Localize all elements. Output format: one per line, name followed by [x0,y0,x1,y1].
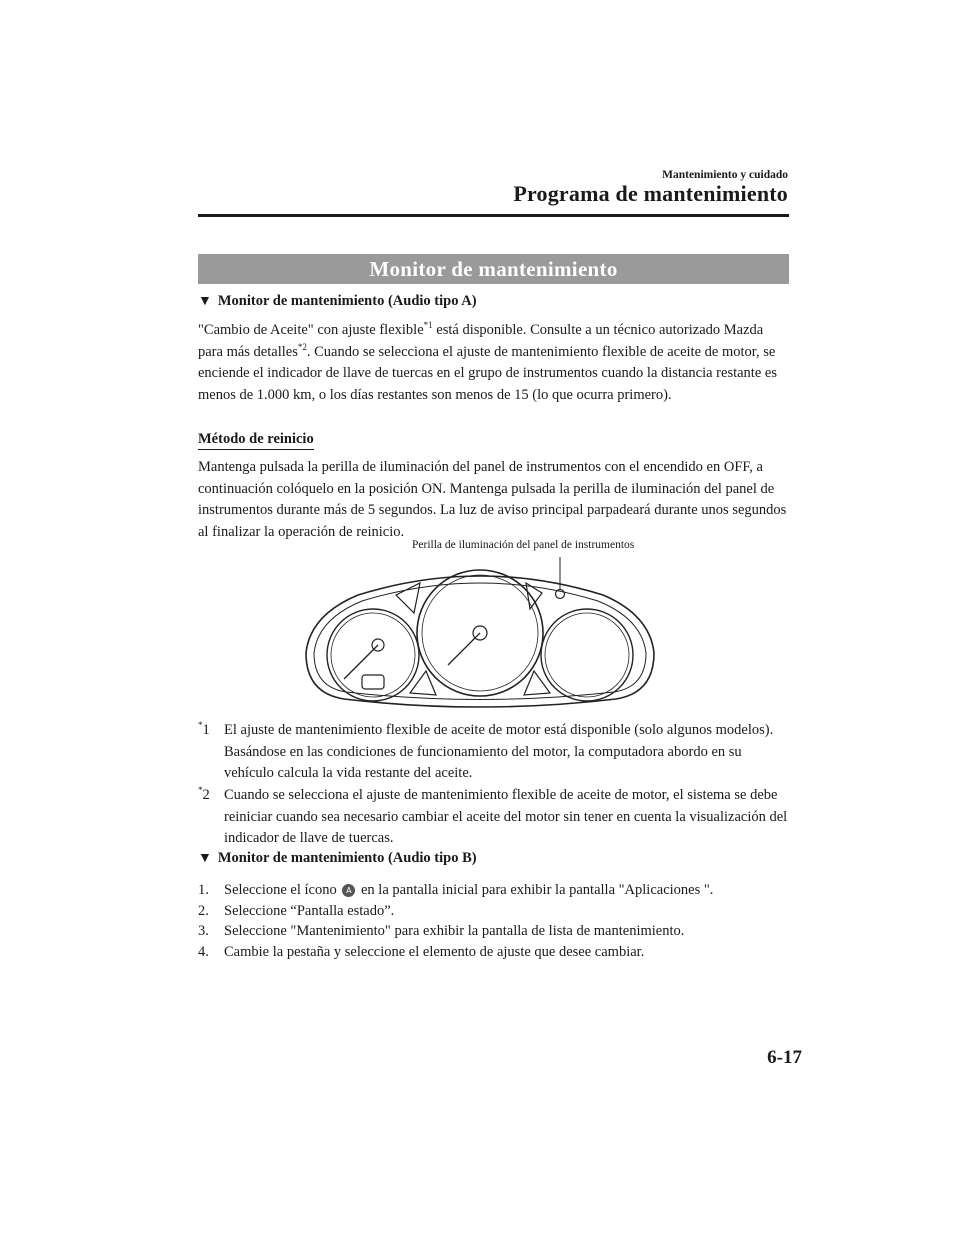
instrument-cluster-figure [298,553,662,713]
method-text: Mantenga pulsada la perilla de iluminación del panel de instrumentos con el encendido en OFF, a continuación colóquelo en la posición ON. Mantenga pulsada la perilla de iluminación del panel de instrumentos durante más de 5 segundos. La luz de aviso principal parpadeará durante unos segundos al finalizar la operación de reinicio. [198,459,787,540]
subheading-audio-a-text: Monitor de mantenimiento (Audio tipo A) [217,293,477,309]
footnote-2-number [198,785,210,807]
right-display [541,609,633,701]
cluster-outer-bezel [306,576,654,707]
footnote-2 [198,785,790,850]
left-gauge-inner-ring [331,613,415,697]
left-gauge-needle [344,645,378,679]
running-header-section: Mantenimiento y cuidado [662,169,788,181]
left-gauge [327,609,419,701]
footnote-2-text: Cuando se selecciona el ajuste de mantenimiento flexible de aceite de motor, el sistema se debe reiniciar cuando sea necesario cambiar el aceite del motor sin tener en cuenta la visualización del indicador de llave de tuercas. [224,787,788,846]
footnote-1-digit: 1 [202,722,210,738]
triangle-down-icon: ▼ [198,294,212,309]
header-rule [198,214,789,217]
step-number: 1. [198,882,209,898]
applications-icon: A [342,884,355,897]
right-display-inner-ring [545,613,629,697]
step-text: Seleccione "Mantenimiento" para exhibir la pantalla de lista de mantenimiento. [224,923,685,939]
footnote-2-digit: 2 [202,787,210,803]
step-number: 4. [198,943,209,960]
left-upper-pointer [396,583,420,613]
step-number: 3. [198,923,209,939]
footnote-1-number [198,720,210,742]
intro-text-b: está disponible. Consulte a un técnico autorizado Mazda para más detalles [198,322,764,360]
intro-text-c: . Cuando se selecciona el ajuste de mantenimiento flexible de aceite de motor, se enciende el indicador de llave de tuercas en el grupo de instrumentos cuando la distancia restante es menos de 1.000 km, o los días restantes son menos de 15 (lo que ocurra primero). [198,343,777,403]
footnote-1 [198,720,790,785]
subheading-audio-a [198,293,477,310]
list-item [198,880,790,901]
cluster-inner-bezel [314,583,646,700]
step-1-text-b: en la pantalla inicial para exhibir la pantalla "Aplicaciones ". [360,882,714,898]
list-item [198,921,790,942]
subheading-audio-b-text: Monitor de mantenimiento (Audio tipo B) [217,850,477,866]
footnote-ref-2: *2 [297,341,307,352]
steps-list [198,880,790,962]
left-gauge-display-window [362,675,384,689]
footnote-1-text: El ajuste de mantenimiento flexible de aceite de motor está disponible (solo algunos modelos). Basándose en las condiciones de funcionamiento del motor, la computadora abordo en su vehículo calcula la vida restante del aceite. [224,722,774,781]
page-number: 6-17 [767,1047,802,1068]
step-number: 2. [198,902,209,919]
step-text: Seleccione “Pantalla estado”. [224,902,395,919]
figure-callout-label: Perilla de iluminación del panel de instrumentos [412,539,635,551]
list-item [198,942,790,963]
list-item [198,901,790,922]
running-header-title: Programa de mantenimiento [513,181,788,206]
subheading-audio-b [198,850,477,867]
intro-text-a: "Cambio de Aceite" con ajuste flexible [198,322,424,338]
footnote-2-star: * [198,785,203,796]
triangle-down-icon: ▼ [198,851,212,866]
step-1-text-a: Seleccione el ícono [224,882,337,898]
footnote-1-star: * [198,720,203,731]
paragraph-intro [198,320,790,406]
step-text: Cambie la pestaña y seleccione el elemento de ajuste que desee cambiar. [224,943,645,960]
section-banner: Monitor de mantenimiento [198,254,789,284]
method-title: Método de reinicio [198,431,314,450]
footnote-ref-1: *1 [423,320,433,331]
